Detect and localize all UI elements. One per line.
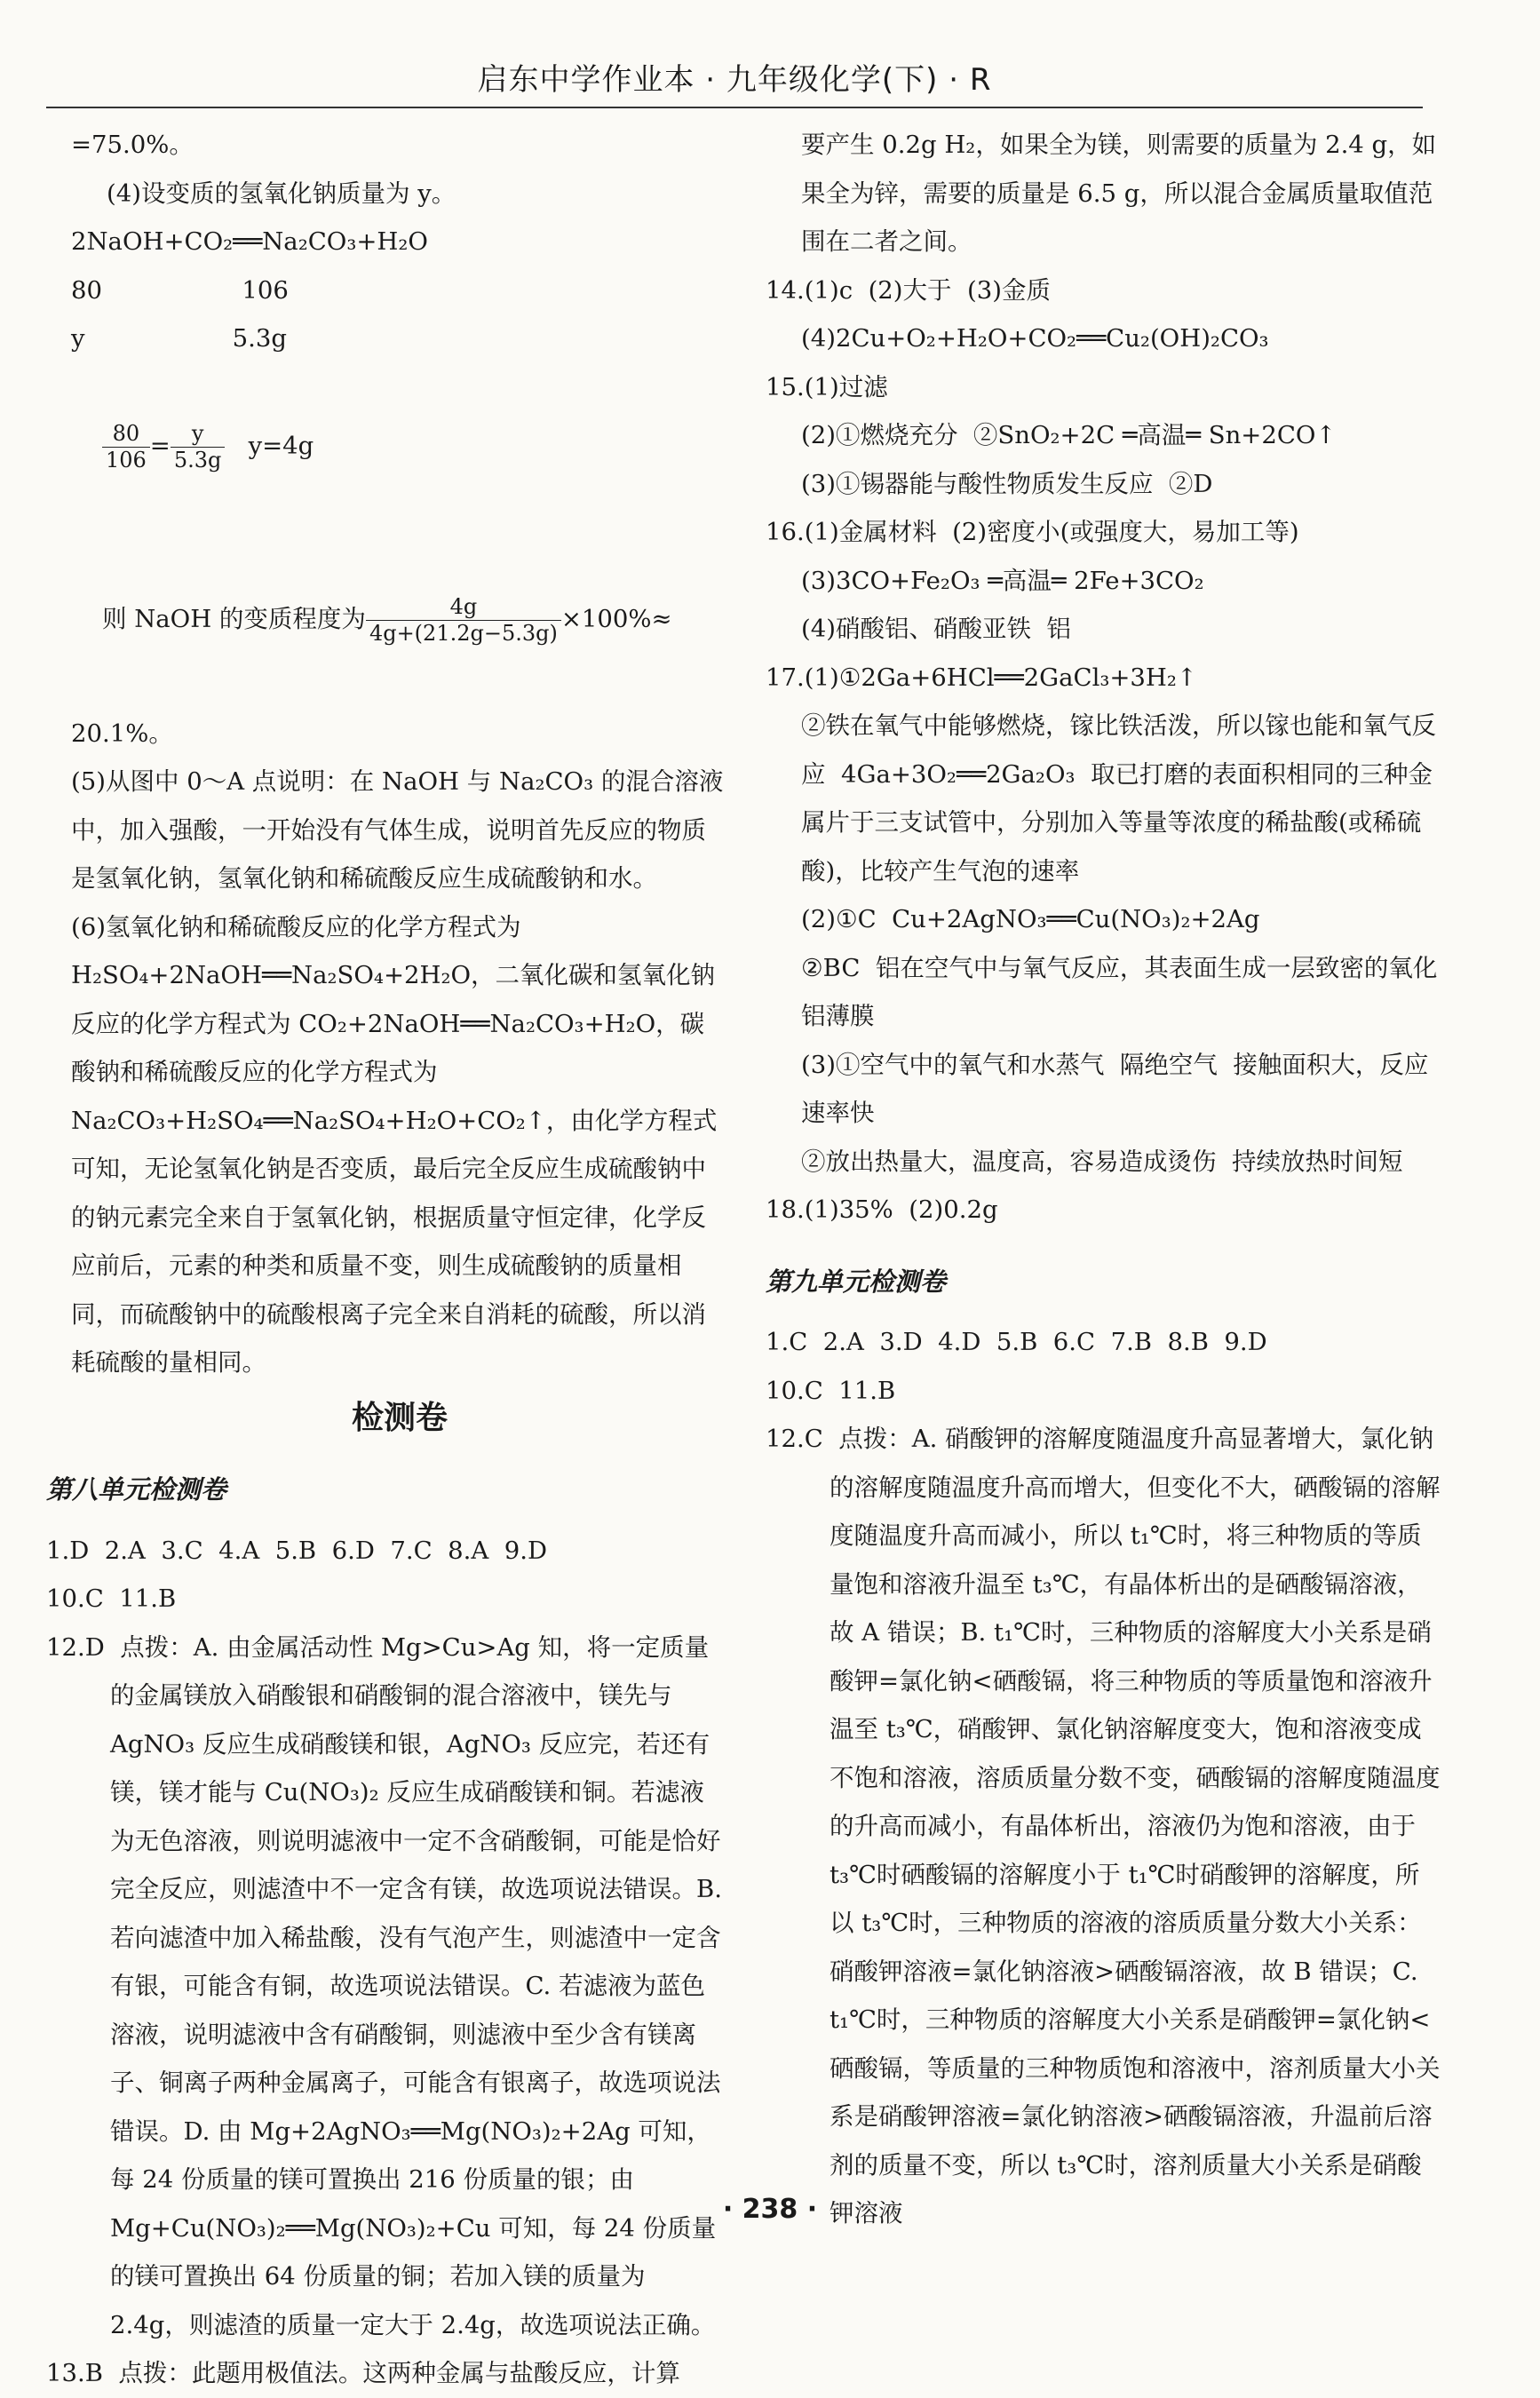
paragraph: 要产生 0.2g H₂，如果全为镁，则需要的质量为 2.4 g，如果全为锌，需要的质量是 6.5 g，所以混合金属质量取值范围在二者之间。: [801, 131, 1437, 256]
answer-line: 18.(1)35% (2)0.2g: [766, 1195, 998, 1224]
paragraph: (6)氢氧化钠和稀硫酸反应的化学方程式为 H₂SO₄+2NaOH══Na₂SO₄+2H₂O，二氧化碳和氢氧化钠反应的化学方程式为 CO₂+2NaOH══Na₂CO₃+H₂O，碳酸钠和稀硫酸反应的化学方程式为 Na₂CO₃+H₂SO₄══Na₂SO₄+H₂O+CO₂↑，由化学方程式可知，无论氢氧化钠是否变质，最后完全反应生成硫酸钠中的钠元素完全来自于氢氧化钠，根据质量守恒定律，化学反应前后，元素的种类和质量不变，则生成硫酸钠的质量相同，而硫酸钠中的硫酸根离子完全来自消耗的硫酸，所以消耗硫酸的量相同。: [71, 912, 718, 1377]
left-column: [46, 121, 730, 2398]
answer-line: 17.(1)①2Ga+6HCl══2GaCl₃+3H₂↑: [766, 663, 1197, 692]
answer-line: (4)硝酸铝、硝酸亚铁 铝: [801, 615, 1071, 643]
answer-line: (3)3CO+Fe₂O₃ ═高温═ 2Fe+3CO₂: [801, 566, 1204, 595]
proportion: $\frac{80}{106}$ = $\frac{y}{5.3g}$ y=4g: [71, 363, 728, 528]
text-line: 80 106: [71, 275, 289, 305]
header-title: 启东中学作业本 · 九年级化学(下) · R: [477, 62, 992, 98]
answer-line: 16.(1)金属材料 (2)密度小(或强度大，易加工等): [766, 518, 1299, 546]
answer-line: (3)①锡器能与酸性物质发生反应 ②D: [801, 469, 1213, 498]
answer-line: (2)①燃烧充分 ②SnO₂+2C ═高温═ Sn+2CO↑: [801, 421, 1337, 449]
paragraph: (3)①空气中的氧气和水蒸气 隔绝空气 接触面积大，反应速率快: [801, 1050, 1429, 1127]
section-title: 检测卷: [351, 1399, 448, 1436]
answer-line: (4)2Cu+O₂+H₂O+CO₂══Cu₂(OH)₂CO₃: [801, 324, 1269, 353]
text-line: y 5.3g: [71, 324, 287, 353]
answer-explanation: 12.C 点拨：A. 硝酸钾的溶解度随温度升高显著增大，氯化钠的溶解度随温度升高而增大，但变化不大，硒酸镉的溶解度随温度升高而减小，所以 t₁℃时，将三种物质的等质量饱和溶液升温至 t₃℃，有晶体析出的是硒酸镉溶液，故 A 错误；B. t₁℃时，三种物质的溶解度大小关系是硝酸钾=氯化钠<硒酸镉，将三种物质的等质量饱和溶液升温至 t₃℃，硝酸钾、氯化钠溶解度变大，饱和溶液变成不饱和溶液，溶质质量分数不变，硒酸镉的溶解度随温度的升高而减小，有晶体析出，溶液仍为饱和溶液，由于 t₃℃时硒酸镉的溶解度小于 t₁℃时硝酸钾的溶解度，所以 t₃℃时，三种物质的溶液的溶质质量分数大小关系：硝酸钾溶液=氯化钠溶液>硒酸镉溶液，故 B 错误；C. t₁℃时，三种物质的溶解度大小关系是硝酸钾=氯化钠<硒酸镉，等质量的三种物质饱和溶液中，溶剂质量大小关系是硝酸钾溶液=氯化钠溶液>硒酸镉溶液，升温前后溶剂的质量不变，所以 t₃℃时，溶剂质量大小关系是硝酸钾溶液: [766, 1425, 1441, 2227]
page-number: · 238 ·: [722, 2194, 818, 2225]
answer-explanation: 12.D 点拨：A. 由金属活动性 Mg>Cu>Ag 知，将一定质量的金属镁放入硝酸银和硝酸铜的混合溶液中，镁先与 AgNO₃ 反应生成硝酸镁和银，AgNO₃ 反应完，若还有镁，镁才能与 Cu(NO₃)₂ 反应生成硝酸镁和铜。若滤液为无色溶液，则说明滤液中一定不含硝酸铜，可能是恰好完全反应，则滤渣中不一定含有镁，故选项说法错误。B. 若向滤渣中加入稀盐酸，没有气泡产生，则滤渣中一定含有银，可能含有铜，故选项说法错误。C. 若滤液为蓝色溶液，说明滤液中含有硝酸铜，则滤液中至少含有镁离子、铜离子两种金属离子，可能含有银离子，故选项说法错误。D. 由 Mg+2AgNO₃══Mg(NO₃)₂+2Ag 可知，每 24 份质量的镁可置换出 216 份质量的银；由 Mg+Cu(NO₃)₂══Mg(NO₃)₂+Cu 可知，每 24 份质量的镁可置换出 64 份质量的铜；若加入镁的质量为 2.4g，则滤渣的质量一定大于 2.4g，故选项说法正确。: [46, 1632, 730, 2339]
paragraph: ②BC 铝在空气中与氧气反应，其表面生成一层致密的氧化铝薄膜: [801, 953, 1438, 1030]
page-header: [46, 36, 1423, 108]
paragraph: ②铁在氧气中能够燃烧，镓比铁活泼，所以镓也能和氧气反应 4Ga+3O₂══2Ga₂O₃ 取已打磨的表面积相同的三种金属片于三支试管中，分别加入等量等浓度的稀盐酸(或稀硫酸)，比较产生气泡的速率: [801, 711, 1436, 885]
equation: 2NaOH+CO₂══Na₂CO₃+H₂O: [71, 227, 428, 256]
answer-line: 1.C 2.A 3.D 4.D 5.B 6.C 7.B 8.B 9.D: [766, 1328, 1267, 1356]
fraction: $\frac{y}{5.3g}$: [171, 421, 226, 473]
answer-line: 1.D 2.A 3.C 4.A 5.B 6.D 7.C 8.A 9.D: [46, 1536, 548, 1565]
answer-explanation: 13.B 点拨：此题用极值法。这两种金属与盐酸反应，计算: [46, 2359, 680, 2387]
unit-title: 第八单元检测卷: [46, 1474, 227, 1505]
answer-line: 15.(1)过滤: [766, 372, 888, 401]
text-line: =75.0%。: [71, 131, 194, 159]
text-line: (4)设变质的氢氧化钠质量为 y。: [107, 179, 456, 208]
text-line: 20.1%。: [71, 719, 173, 748]
answer-line: ②放出热量大，温度高，容易造成烫伤 持续放热时间短: [801, 1147, 1403, 1176]
answer-line: (2)①C Cu+2AgNO₃══Cu(NO₃)₂+2Ag: [801, 905, 1260, 933]
answer-line: 14.(1)c (2)大于 (3)金质: [766, 275, 1051, 305]
unit-title: 第九单元检测卷: [766, 1266, 947, 1297]
fraction: $\frac{80}{106}$: [102, 421, 150, 473]
right-column: [766, 121, 1441, 2238]
answer-line: 10.C 11.B: [766, 1376, 896, 1405]
answer-line: 10.C 11.B: [46, 1584, 177, 1613]
degree-formula: 则 NaOH 的变质程度为 $\frac{4g}{4g+(21.2g-5.3g)}$ ×100%≈: [101, 593, 672, 646]
paragraph: (5)从图中 0～A 点说明：在 NaOH 与 Na₂CO₃ 的混合溶液中，加入强酸，一开始没有气体生成，说明首先反应的物质是氢氧化钠，氢氧化钠和稀硫酸反应生成硫酸钠和水。: [71, 767, 724, 893]
fraction: $\frac{4g}{4g+(21.2g-5.3g)}$: [366, 594, 561, 647]
